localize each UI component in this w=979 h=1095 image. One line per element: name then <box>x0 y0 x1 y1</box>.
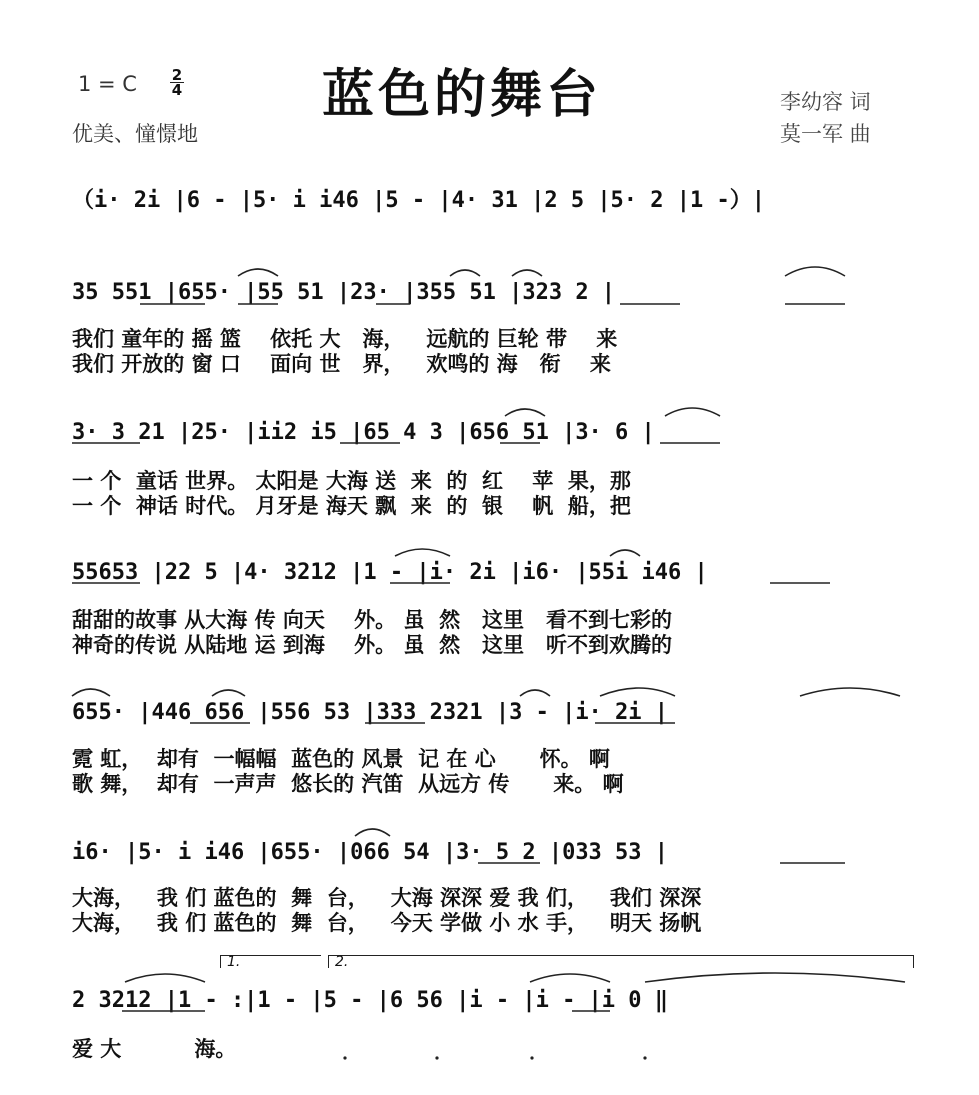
slur-mark <box>238 269 278 276</box>
system-2-notes: 3· 3 21 |25· |ii2 i5 |65 4 3 |656 51 |3· 6 | <box>72 420 655 445</box>
system-1-notes: 35 551 |655· |55 51 |23· |355 51 |323 2 | <box>72 280 616 305</box>
system-3-lyrics-verse-1: 甜甜的故事 从大海 传 向天 外。 虽 然 这里 看不到七彩的 <box>72 608 672 632</box>
first-ending-label: 1. <box>227 954 241 970</box>
system-5-lyrics-verse-1: 大海， 我 们 蓝色的 舞 台， 大海 深深 爱 我 们， 我们 深深 <box>72 886 702 910</box>
slur-mark <box>645 973 905 982</box>
slur-mark <box>530 974 610 982</box>
lyricist-credit: 李幼容 词 <box>780 90 871 114</box>
system-2-lyrics-verse-2: 一 个 神话 时代。 月牙是 海天 飘 来 的 银 帆 船，把 <box>72 494 631 518</box>
composer-credit: 莫一军 曲 <box>780 122 871 146</box>
system-4-notes: 655· |446 656 |556 53 |333 2321 |3 - |i· 2i | <box>72 700 669 725</box>
system-6-lyrics: 爱 大 海。 <box>72 1037 237 1061</box>
slur-mark <box>450 270 480 276</box>
second-ending-label: 2. <box>335 954 349 970</box>
system-1-lyrics-verse-1: 我们 童年的 摇 篮 依托 大 海， 远航的 巨轮 带 来 <box>72 327 618 351</box>
time-signature-bottom: 4 <box>171 81 183 99</box>
slur-mark <box>610 550 640 556</box>
key-signature: 1 = C <box>78 72 137 96</box>
system-3-notes: 55653 |22 5 |4· 3212 |1 - |i· 2i |i6· |55i i46 | <box>72 560 708 585</box>
slur-mark <box>512 270 542 276</box>
system-3-lyrics-verse-2: 神奇的传说 从陆地 运 到海 外。 虽 然 这里 听不到欢腾的 <box>72 633 672 657</box>
expression-mark: 优美、憧憬地 <box>72 122 198 146</box>
slur-mark <box>785 267 845 276</box>
slur-mark <box>212 690 245 696</box>
slur-mark <box>355 829 390 836</box>
system-1-lyrics-verse-2: 我们 开放的 窗 口 面向 世 界， 欢鸣的 海 衔 来 <box>72 352 611 376</box>
system-2-lyrics-verse-1: 一 个 童话 世界。 太阳是 大海 送 来 的 红 苹 果，那 <box>72 469 631 493</box>
song-title: 蓝色的舞台 <box>322 65 603 125</box>
slur-mark <box>72 689 110 696</box>
dot-mark <box>643 1056 646 1059</box>
slur-mark <box>800 688 900 696</box>
dot-mark <box>435 1056 438 1059</box>
system-4-lyrics-verse-1: 霓 虹， 却有 一幅幅 蓝色的 风景 记 在 心 怀。 啊 <box>72 747 610 771</box>
slur-mark <box>600 688 675 696</box>
intro-notes: （i· 2i |6 - |5· i i46 |5 - |4· 31 |2 5 |5· 2 |1 -）| <box>72 188 766 213</box>
system-5-lyrics-verse-2: 大海， 我 们 蓝色的 舞 台， 今天 学做 小 水 手， 明天 扬帆 <box>72 911 702 935</box>
slur-mark <box>395 549 450 556</box>
system-5-notes: i6· |5· i i46 |655· |066 54 |3· 5 2 |033 53 | <box>72 840 669 865</box>
slur-mark <box>125 974 205 982</box>
slur-mark <box>520 690 550 696</box>
slur-mark <box>505 409 545 416</box>
system-6-notes: 2 3212 |1 - :|1 - |5 - |6 56 |i - |i - |i 0 ‖ <box>72 988 669 1013</box>
dot-mark <box>530 1056 533 1059</box>
dot-mark <box>343 1056 346 1059</box>
system-4-lyrics-verse-2: 歌 舞， 却有 一声声 悠长的 汽笛 从远方 传 来。 啊 <box>72 772 624 796</box>
slur-mark <box>665 408 720 416</box>
time-signature-top: 2 <box>171 66 183 84</box>
